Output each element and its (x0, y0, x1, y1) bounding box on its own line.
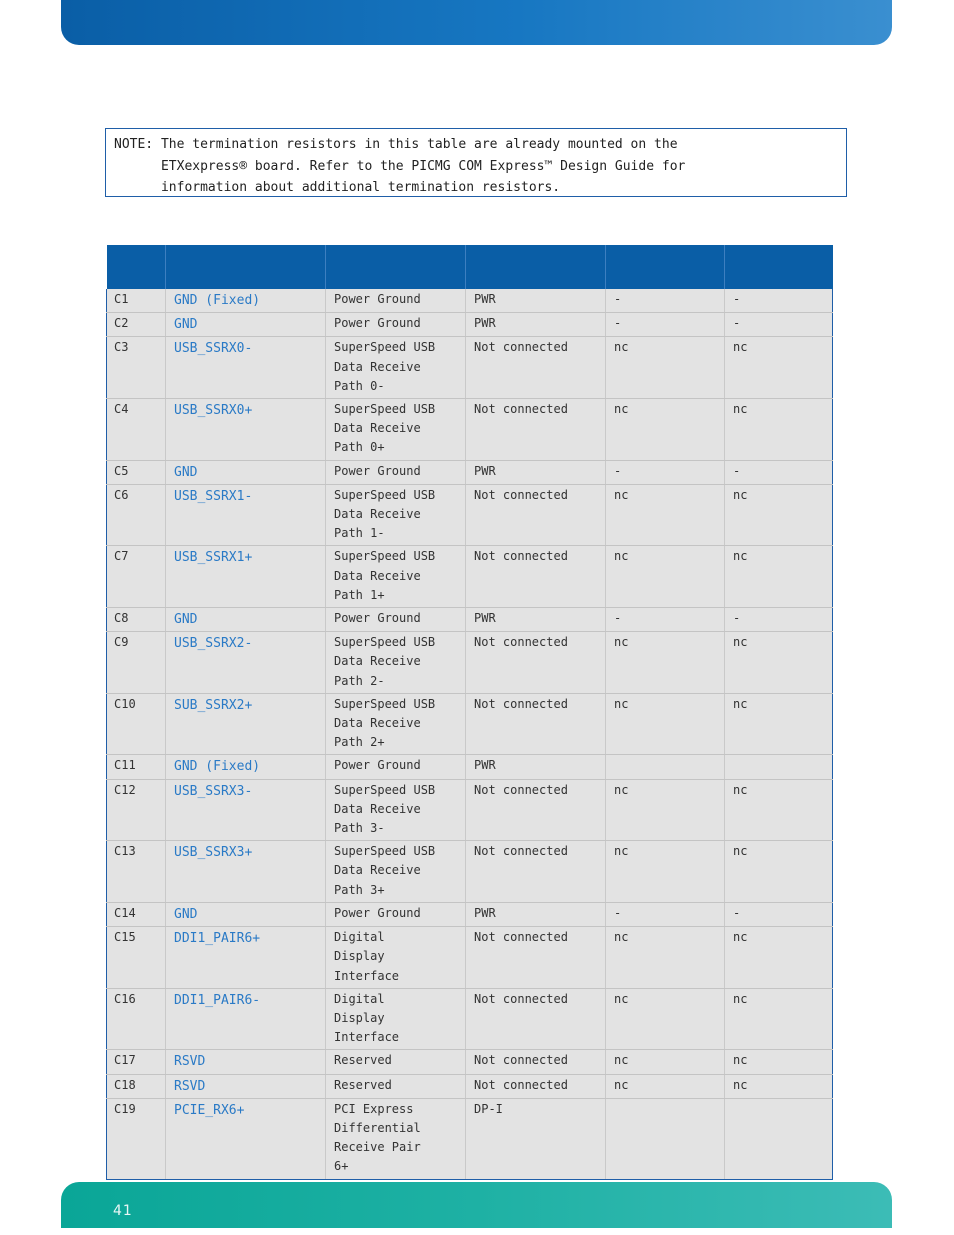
table-row (107, 841, 833, 903)
type-cell: PWR (466, 755, 606, 779)
termination-cell (606, 1098, 725, 1179)
table-body (107, 289, 833, 1179)
termination-cell: - (606, 902, 725, 926)
description-cell: PCI Express Differential Receive Pair 6+ (326, 1098, 466, 1179)
termination-cell: nc (606, 399, 725, 461)
type-cell: Not connected (466, 1050, 606, 1074)
termination-cell: - (606, 608, 725, 632)
pin-cell: C9 (107, 632, 166, 694)
signal-link[interactable]: GND (166, 460, 326, 484)
termination-cell: - (606, 289, 725, 313)
termination-cell: nc (606, 841, 725, 903)
signal-link[interactable]: GND (166, 902, 326, 926)
comment-cell: nc (725, 337, 833, 399)
note-line: NOTE: The termination resistors in this table are already mounted on the (114, 137, 678, 152)
type-cell: Not connected (466, 779, 606, 841)
description-cell: Power Ground (326, 755, 466, 779)
table-row (107, 460, 833, 484)
pin-cell: C4 (107, 399, 166, 461)
termination-cell: nc (606, 927, 725, 989)
type-cell: Not connected (466, 399, 606, 461)
header-description (326, 245, 466, 289)
pin-cell: C17 (107, 1050, 166, 1074)
termination-cell: nc (606, 484, 725, 546)
table-header-row (107, 245, 833, 289)
note-line: ETXexpress® board. Refer to the PICMG COM Express™ Design Guide for (114, 158, 686, 174)
comment-cell: nc (725, 841, 833, 903)
termination-cell: nc (606, 337, 725, 399)
pin-cell: C3 (107, 337, 166, 399)
note-box (105, 128, 847, 197)
comment-cell: nc (725, 484, 833, 546)
termination-cell: - (606, 460, 725, 484)
table-row (107, 313, 833, 337)
table-row (107, 779, 833, 841)
comment-cell: nc (725, 399, 833, 461)
comment-cell (725, 755, 833, 779)
termination-cell: nc (606, 1074, 725, 1098)
comment-cell: nc (725, 546, 833, 608)
table-row (107, 1074, 833, 1098)
page-number: 41 (113, 1203, 133, 1219)
signal-link[interactable]: GND (Fixed) (166, 289, 326, 313)
description-cell: Reserved (326, 1050, 466, 1074)
comment-cell: - (725, 902, 833, 926)
comment-cell: - (725, 608, 833, 632)
pin-cell: C14 (107, 902, 166, 926)
description-cell: Digital Display Interface (326, 927, 466, 989)
pin-cell: C7 (107, 546, 166, 608)
description-cell: SuperSpeed USB Data Receive Path 3+ (326, 841, 466, 903)
pin-cell: C8 (107, 608, 166, 632)
pin-cell: C18 (107, 1074, 166, 1098)
comment-cell (725, 1098, 833, 1179)
comment-cell: nc (725, 927, 833, 989)
type-cell: Not connected (466, 693, 606, 755)
table-row (107, 988, 833, 1050)
table-row (107, 289, 833, 313)
signal-link[interactable]: GND (166, 313, 326, 337)
type-cell: Not connected (466, 632, 606, 694)
table-row (107, 927, 833, 989)
description-cell: Power Ground (326, 608, 466, 632)
table-row (107, 1098, 833, 1179)
table-row (107, 1050, 833, 1074)
signal-link[interactable]: SUB_SSRX2+ (166, 693, 326, 755)
pin-cell: C12 (107, 779, 166, 841)
description-cell: SuperSpeed USB Data Receive Path 2+ (326, 693, 466, 755)
header-comment (725, 245, 833, 289)
pin-cell: C2 (107, 313, 166, 337)
type-cell: Not connected (466, 841, 606, 903)
type-cell: PWR (466, 608, 606, 632)
comment-cell: - (725, 313, 833, 337)
description-cell: Reserved (326, 1074, 466, 1098)
termination-cell: nc (606, 988, 725, 1050)
description-cell: Digital Display Interface (326, 988, 466, 1050)
comment-cell: nc (725, 779, 833, 841)
table-row (107, 608, 833, 632)
termination-cell: nc (606, 693, 725, 755)
type-cell: Not connected (466, 546, 606, 608)
description-cell: Power Ground (326, 289, 466, 313)
type-cell: PWR (466, 902, 606, 926)
pin-cell: C11 (107, 755, 166, 779)
description-cell: SuperSpeed USB Data Receive Path 0+ (326, 399, 466, 461)
table-row (107, 337, 833, 399)
table-row (107, 632, 833, 694)
header-pin (107, 245, 166, 289)
top-banner (61, 0, 892, 45)
signal-link[interactable]: USB_SSRX3- (166, 779, 326, 841)
pin-assignment-table (106, 245, 833, 1180)
description-cell: SuperSpeed USB Data Receive Path 0- (326, 337, 466, 399)
comment-cell: - (725, 289, 833, 313)
signal-link[interactable]: USB_SSRX1+ (166, 546, 326, 608)
termination-cell: nc (606, 632, 725, 694)
description-cell: SuperSpeed USB Data Receive Path 1- (326, 484, 466, 546)
pin-cell: C16 (107, 988, 166, 1050)
type-cell: DP-I (466, 1098, 606, 1179)
pin-cell: C5 (107, 460, 166, 484)
signal-link[interactable]: GND (Fixed) (166, 755, 326, 779)
signal-link[interactable]: USB_SSRX3+ (166, 841, 326, 903)
pin-cell: C1 (107, 289, 166, 313)
type-cell: Not connected (466, 484, 606, 546)
comment-cell: nc (725, 693, 833, 755)
description-cell: SuperSpeed USB Data Receive Path 2- (326, 632, 466, 694)
type-cell: Not connected (466, 337, 606, 399)
description-cell: SuperSpeed USB Data Receive Path 1+ (326, 546, 466, 608)
type-cell: Not connected (466, 1074, 606, 1098)
type-cell: PWR (466, 289, 606, 313)
type-cell: Not connected (466, 927, 606, 989)
pin-cell: C13 (107, 841, 166, 903)
termination-cell: nc (606, 1050, 725, 1074)
table-row (107, 902, 833, 926)
bottom-banner (61, 1182, 892, 1228)
description-cell: Power Ground (326, 902, 466, 926)
pin-cell: C6 (107, 484, 166, 546)
pin-cell: C15 (107, 927, 166, 989)
signal-link[interactable]: USB_SSRX0+ (166, 399, 326, 461)
signal-link[interactable]: RSVD (166, 1074, 326, 1098)
description-cell: Power Ground (326, 313, 466, 337)
signal-link[interactable]: DDI1_PAIR6+ (166, 927, 326, 989)
note-line: information about additional termination resistors. (114, 180, 561, 195)
description-cell: Power Ground (326, 460, 466, 484)
table-row (107, 693, 833, 755)
header-type (466, 245, 606, 289)
comment-cell: nc (725, 632, 833, 694)
type-cell: Not connected (466, 988, 606, 1050)
signal-link[interactable]: GND (166, 608, 326, 632)
table-row (107, 755, 833, 779)
description-cell: SuperSpeed USB Data Receive Path 3- (326, 779, 466, 841)
type-cell: PWR (466, 313, 606, 337)
comment-cell: - (725, 460, 833, 484)
comment-cell: nc (725, 988, 833, 1050)
type-cell: PWR (466, 460, 606, 484)
pin-cell: C10 (107, 693, 166, 755)
signal-link[interactable]: DDI1_PAIR6- (166, 988, 326, 1050)
table-row (107, 546, 833, 608)
termination-cell: nc (606, 779, 725, 841)
signal-link[interactable]: PCIE_RX6+ (166, 1098, 326, 1179)
termination-cell (606, 755, 725, 779)
termination-cell: nc (606, 546, 725, 608)
signal-link[interactable]: USB_SSRX0- (166, 337, 326, 399)
termination-cell: - (606, 313, 725, 337)
comment-cell: nc (725, 1074, 833, 1098)
signal-link[interactable]: USB_SSRX1- (166, 484, 326, 546)
table-row (107, 399, 833, 461)
pin-cell: C19 (107, 1098, 166, 1179)
signal-link[interactable]: USB_SSRX2- (166, 632, 326, 694)
table-row (107, 484, 833, 546)
comment-cell: nc (725, 1050, 833, 1074)
header-signal (166, 245, 326, 289)
signal-link[interactable]: RSVD (166, 1050, 326, 1074)
header-termination (606, 245, 725, 289)
